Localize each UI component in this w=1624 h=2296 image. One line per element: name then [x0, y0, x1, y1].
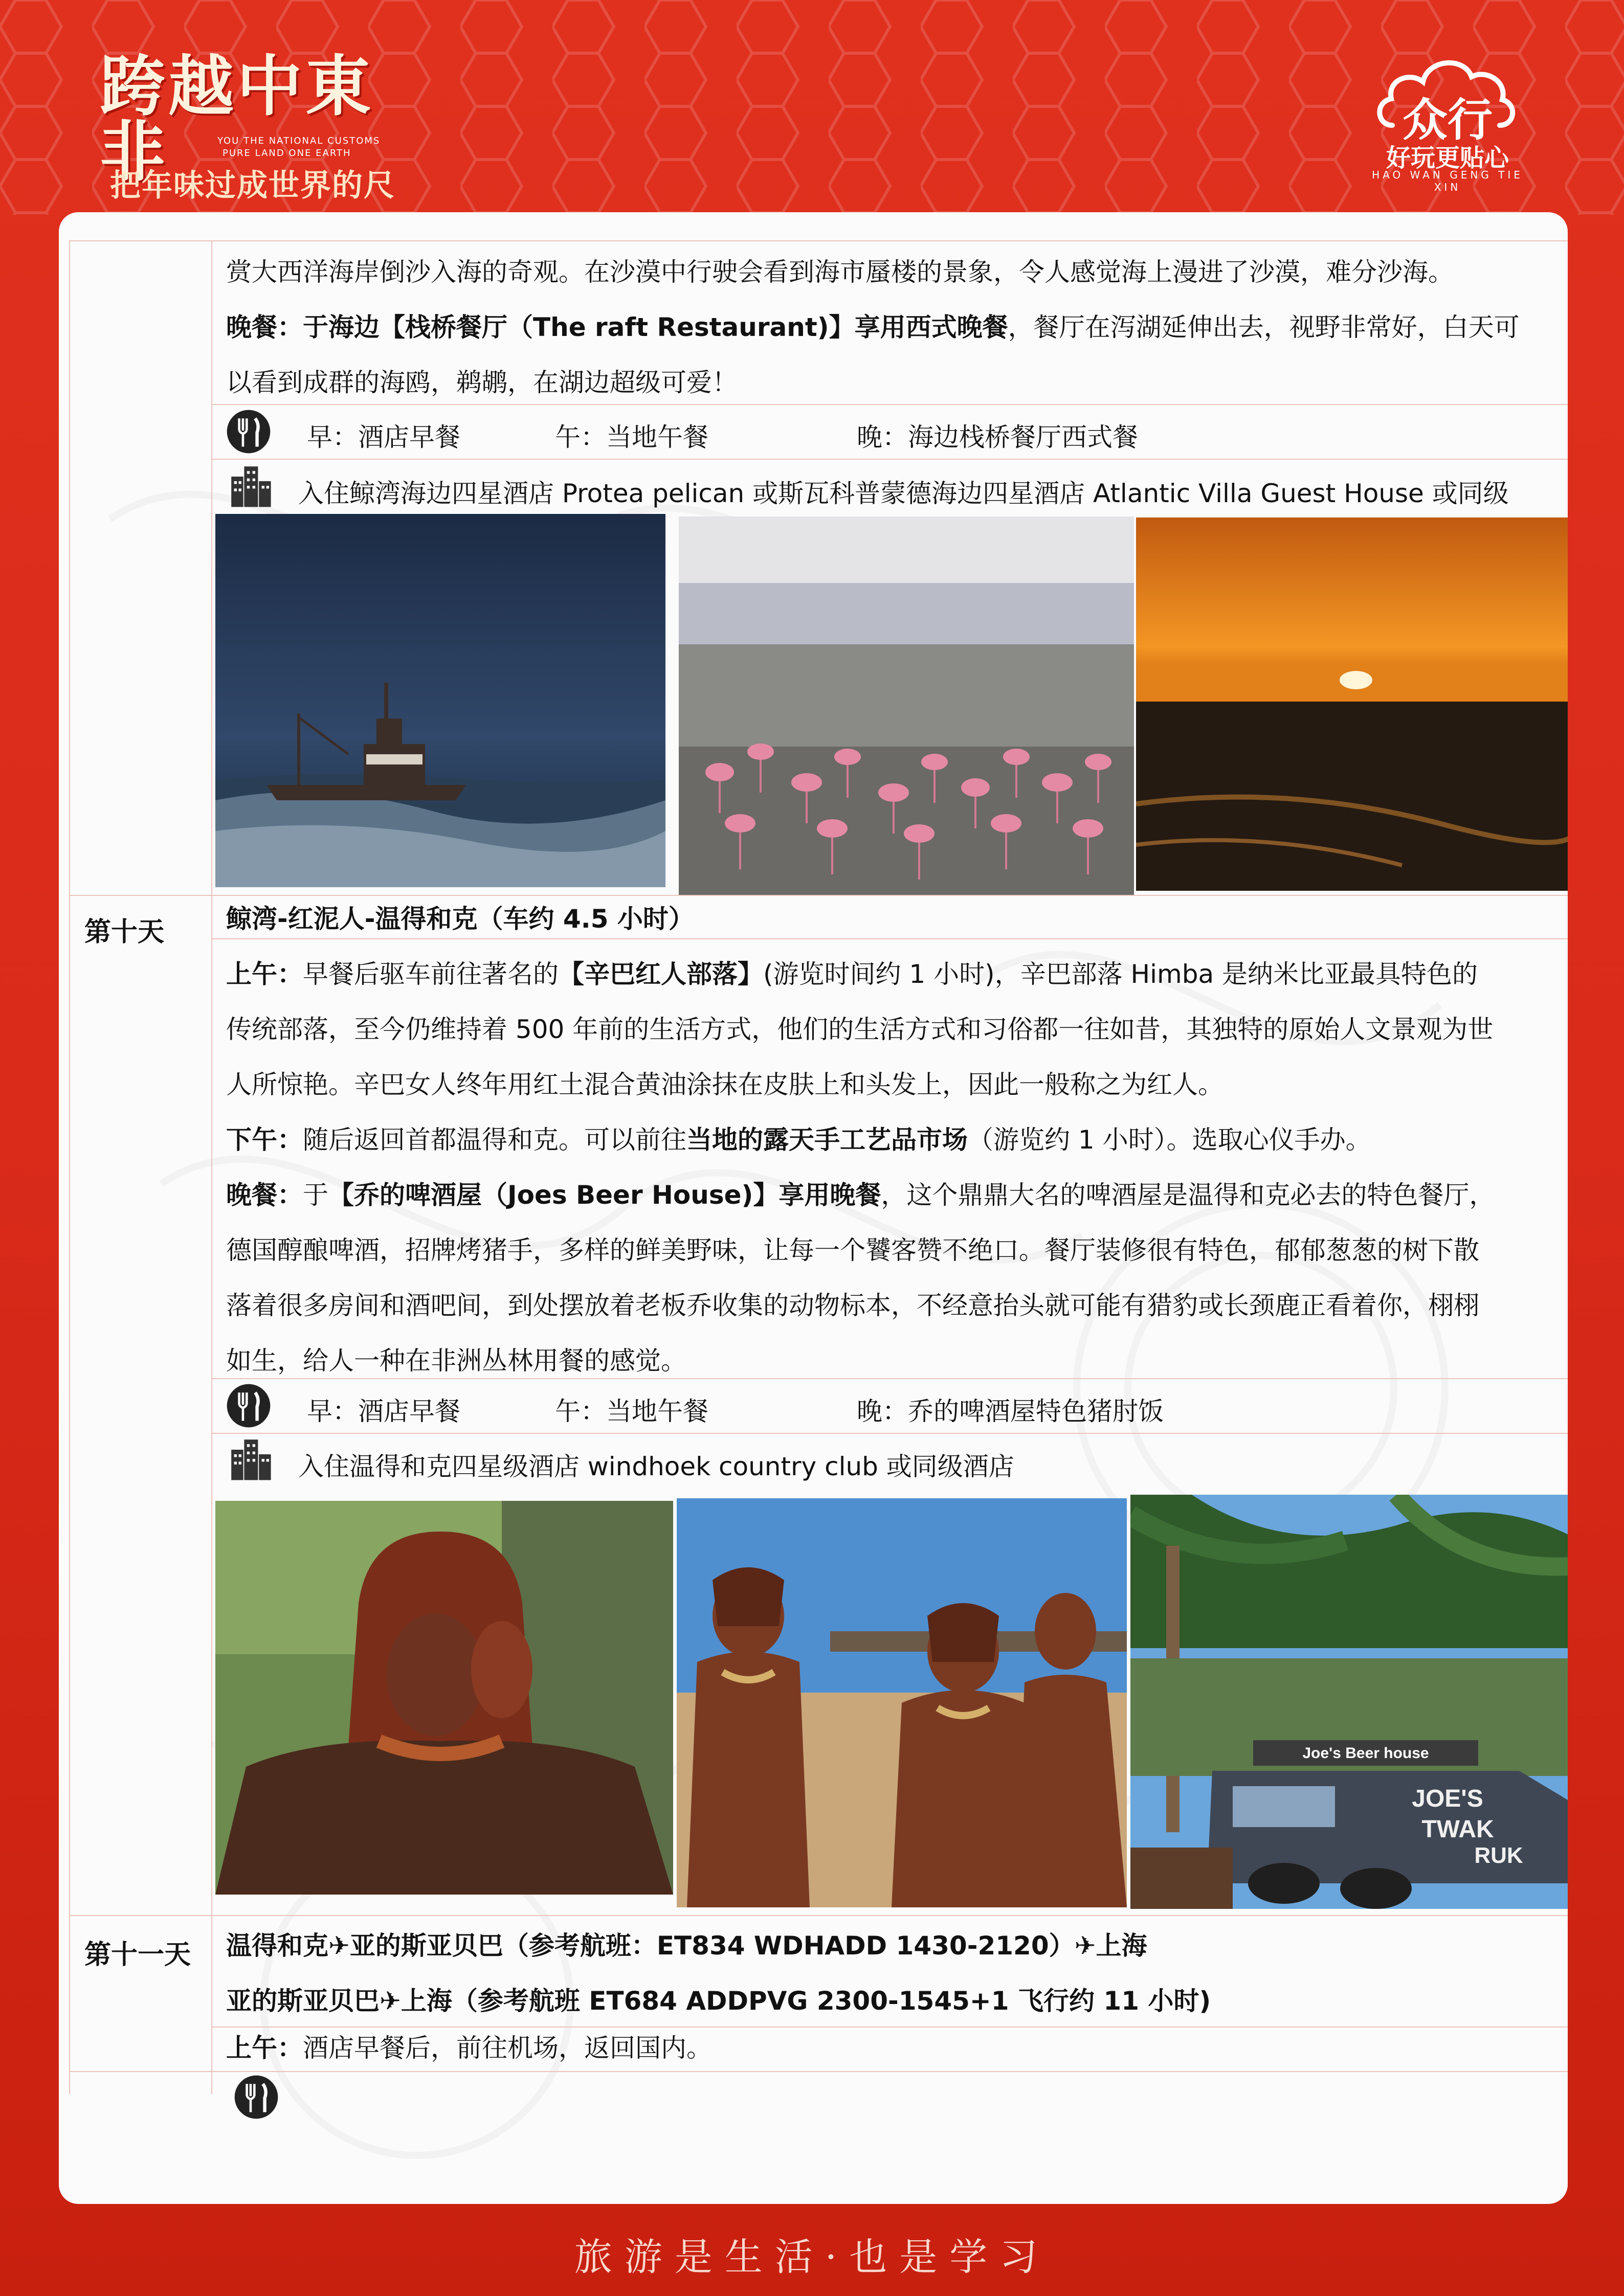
utensils-icon [225, 408, 272, 455]
hotel-building-icon [228, 463, 274, 509]
row-line [69, 1915, 1568, 1916]
footer-slogan: 旅游是生活·也是学习 [574, 2235, 1050, 2279]
day9-dinner-line [226, 314, 1520, 340]
itinerary-panel [59, 212, 1568, 2204]
brand-title: 跨越中東非 [100, 48, 374, 190]
day9-dinner-line-2: 以看到成群的海鸥，鹈鹕，在湖边超级可爱！ [226, 368, 738, 397]
joes-beer-house: 【乔的啤酒屋（Joes Beer House)】享用晚餐 [328, 1180, 881, 1210]
day10-label: 第十天 [84, 917, 165, 948]
row-line [69, 240, 1568, 241]
brand-slogan: 把年味过成世界的尺 [110, 168, 395, 204]
hotel-info: 入住温得和克四星级酒店 windhoek country club 或同级酒店 [298, 1452, 1014, 1481]
afternoon-label: 下午： [226, 1125, 303, 1155]
company-name: 众行 [1402, 94, 1493, 146]
joes-beer-house-photo [1130, 1495, 1568, 1909]
row-line [211, 1433, 1568, 1434]
day10-dinner-line-1: 晚餐：于【乔的啤酒屋（Joes Beer House)】享用晚餐，这个鼎鼎大名的啤酒屋是温得和克必去的特色餐厅， [226, 1180, 1495, 1210]
meal-lunch: 午：当地午餐 [555, 1397, 708, 1426]
table-col-divider [211, 240, 212, 2094]
brand-en-line-2: PURE LAND ONE EARTH [223, 148, 351, 159]
meal-breakfast: 早：酒店早餐 [307, 422, 460, 452]
sign-text: Joe's Beer house [1302, 1745, 1429, 1762]
row-line [211, 1378, 1568, 1379]
day11-label: 第十一天 [84, 1940, 191, 1970]
row-line [211, 2027, 1568, 2028]
day10-morning-line-1: 上午：早餐后驱车前往著名的【辛巴红人部落】(游览时间约 1 小时)，辛巴部落 Himba 是纳米比亚最具特色的 [226, 959, 1478, 989]
day10-dinner-line-3: 落着很多房间和酒吧间，到处摆放着老板乔收集的动物标本，不经意抬头就可能有猎豹或长颈鹿正看着你，栩栩 [226, 1291, 1479, 1320]
row-line [69, 2071, 1568, 2072]
day10-afternoon-line: 下午：随后返回首都温得和克。可以前往当地的露天手工艺品市场（游览约 1 小时）。选取心仪手办。 [226, 1125, 1371, 1155]
truck-text-2: TWAK [1421, 1816, 1494, 1843]
hotel-info: 入住鲸湾海边四星酒店 Protea pelican 或斯瓦科普蒙德海边四星酒店 Atlantic Villa Guest House 或同级 [298, 479, 1509, 508]
himba-tribe: 【辛巴红人部落】 [559, 959, 763, 989]
meal-dinner: 晚：乔的啤酒屋特色猪肘饭 [857, 1397, 1164, 1426]
day11-flight-2: 亚的斯亚贝巴✈上海（参考航班 ET684 ADDPVG 2300-1545+1 飞行约 11 小时) [226, 1986, 1211, 2016]
row-line [211, 459, 1568, 460]
day10-dinner-line-2: 德国醇酿啤酒，招牌烤猪手，多样的鲜美野味，让每一个饕客赞不绝口。餐厅装修很有特色，郁郁葱葱的树下散 [226, 1235, 1479, 1265]
sunset-photo [1136, 517, 1568, 891]
dinner-desc: ，餐厅在泻湖延伸出去，视野非常好，白天可 [1008, 312, 1520, 342]
morning-label: 上午： [226, 2033, 303, 2063]
row-line [211, 404, 1568, 405]
company-pinyin: HAO WAN GENG TIE XIN [1372, 169, 1523, 193]
dinner-venue: 于海边【栈桥餐厅（The raft Restaurant)】享用西式晚餐 [303, 312, 1008, 342]
day10-route: 鲸湾-红泥人-温得和克（车约 4.5 小时） [226, 904, 694, 934]
row-line [211, 938, 1568, 939]
company-logo [1361, 49, 1534, 193]
meal-dinner: 晚：海边栈桥餐厅西式餐 [857, 422, 1138, 452]
truck-text-3: RUK [1474, 1843, 1523, 1868]
meal-breakfast: 早：酒店早餐 [307, 1397, 460, 1426]
utensils-icon [225, 1382, 272, 1429]
day11-morning-line: 上午：酒店早餐后，前往机场，返回国内。 [226, 2033, 712, 2063]
brand-logo [100, 48, 412, 204]
brand-en-line-1: YOU THE NATIONAL CUSTOMS [217, 136, 381, 146]
dinner-label: 晚餐： [226, 1180, 303, 1210]
shipwreck-photo [215, 514, 665, 887]
himba-woman-photo [215, 1501, 673, 1895]
day10-morning-line-2: 传统部落，至今仍维持着 500 年前的生活方式，他们的生活方式和习俗都一往如昔，其独特的原始人文景观为世 [226, 1015, 1494, 1044]
day10-dinner-line-4: 如生，给人一种在非洲丛林用餐的感觉。 [226, 1346, 686, 1376]
morning-label: 上午： [226, 959, 303, 989]
craft-market: 当地的露天手工艺品市场 [686, 1125, 968, 1155]
day9-text-line: 赏大西洋海岸倒沙入海的奇观。在沙漠中行驶会看到海市蜃楼的景象，令人感觉海上漫进了沙漠，难分沙海。 [226, 257, 1454, 287]
utensils-icon [233, 2074, 280, 2121]
flamingos-photo [679, 516, 1134, 895]
day11-flight-1: 温得和克✈亚的斯亚贝巴（参考航班：ET834 WDHADD 1430-2120）✈上海 [226, 1931, 1147, 1961]
dinner-label: 晚餐： [226, 312, 303, 342]
company-slogan: 好玩更贴心 [1386, 144, 1509, 172]
hotel-building-icon [228, 1436, 274, 1482]
day10-morning-line-3: 人所惊艳。辛巴女人终年用红土混合黄油涂抹在皮肤上和头发上，因此一般称之为红人。 [226, 1070, 1223, 1099]
table-outer-left [69, 240, 70, 2094]
himba-women-photo [677, 1498, 1127, 1907]
truck-text-1: JOE'S [1412, 1785, 1483, 1812]
meal-lunch: 午：当地午餐 [555, 422, 708, 452]
row-line [69, 895, 1568, 896]
